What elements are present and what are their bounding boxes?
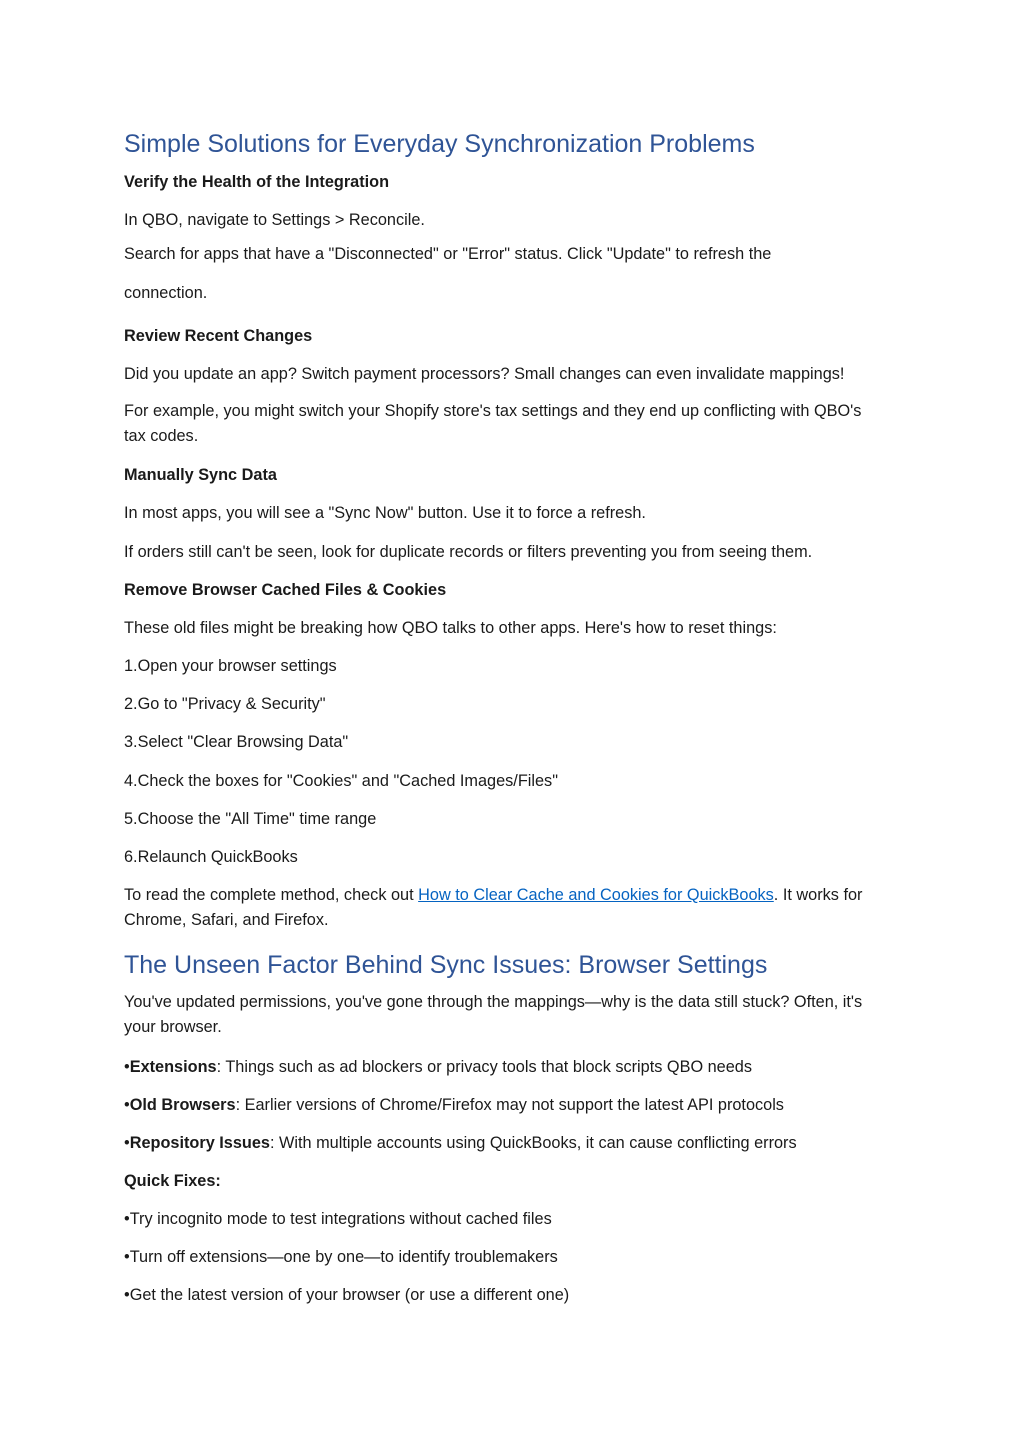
browser-issue-bullet [124,1055,894,1080]
review-paragraph-2: For example, you might switch your Shopify store's tax settings and they end up conflicting with QBO's tax codes. [124,402,862,445]
quick-fix-text: Try incognito mode to test integrations without cached files [129,1210,552,1228]
review-paragraph-1: Did you update an app? Switch payment processors? Small changes can even invalidate mappings! [124,365,845,383]
clear-cache-link[interactable]: How to Clear Cache and Cookies for QuickBooks [418,886,774,904]
cache-step: 6.Relaunch QuickBooks [124,848,298,866]
manual-sync-paragraph-1: In most apps, you will see a "Sync Now" button. Use it to force a refresh. [124,504,646,522]
cache-outro [124,883,884,933]
cache-outro-after: . It works for Chrome, Safari, and Firefox. [124,886,863,929]
cache-step: 2.Go to "Privacy & Security" [124,695,326,713]
quick-fix-bullet [124,1207,894,1232]
verify-heading: Verify the Health of the Integration [124,173,390,191]
quick-fix-bullet [124,1283,894,1308]
manual-sync-paragraph-2: If orders still can't be seen, look for duplicate records or filters preventing you from seeing them. [124,543,813,561]
quick-fix-text: Turn off extensions—one by one—to identify troublemakers [129,1248,558,1266]
section2-title: The Unseen Factor Behind Sync Issues: Browser Settings [124,951,768,979]
bullet-icon: • [124,1248,130,1266]
bullet-text: : Earlier versions of Chrome/Firefox may not support the latest API protocols [235,1096,784,1114]
quick-fixes-heading: Quick Fixes: [124,1172,221,1190]
bullet-term: Extensions [129,1058,217,1076]
bullet-icon: • [124,1096,130,1114]
bullet-icon: • [124,1286,130,1304]
browser-issue-bullet [124,1131,894,1156]
cache-step: 4.Check the boxes for "Cookies" and "Cached Images/Files" [124,772,558,790]
cache-heading: Remove Browser Cached Files & Cookies [124,581,447,599]
bullet-term: Old Browsers [129,1096,236,1114]
bullet-icon: • [124,1134,130,1152]
bullet-icon: • [124,1058,130,1076]
review-heading: Review Recent Changes [124,327,313,345]
section1-title: Simple Solutions for Everyday Synchronization Problems [124,130,755,158]
section2-intro: You've updated permissions, you've gone through the mappings—why is the data still stuck? Often, it's your browser. [124,993,863,1036]
bullet-text: : With multiple accounts using QuickBooks, it can cause conflicting errors [269,1134,797,1152]
browser-issue-bullet [124,1093,894,1118]
verify-paragraph-2a: Search for apps that have a "Disconnected" or "Error" status. Click "Update" to refresh the [124,245,772,263]
quick-fix-text: Get the latest version of your browser (or use a different one) [129,1286,570,1304]
cache-intro: These old files might be breaking how QBO talks to other apps. Here's how to reset things: [124,619,777,637]
cache-step: 1.Open your browser settings [124,657,337,675]
verify-paragraph-1: In QBO, navigate to Settings > Reconcile. [124,211,425,229]
quick-fix-bullet [124,1245,894,1270]
manual-sync-heading: Manually Sync Data [124,466,277,484]
cache-step: 5.Choose the "All Time" time range [124,810,377,828]
bullet-text: : Things such as ad blockers or privacy tools that block scripts QBO needs [216,1058,752,1076]
bullet-icon: • [124,1210,130,1228]
cache-step: 3.Select "Clear Browsing Data" [124,733,349,751]
cache-outro-before: To read the complete method, check out [124,886,419,904]
verify-paragraph-2b: connection. [124,284,208,302]
bullet-term: Repository Issues [129,1134,270,1152]
